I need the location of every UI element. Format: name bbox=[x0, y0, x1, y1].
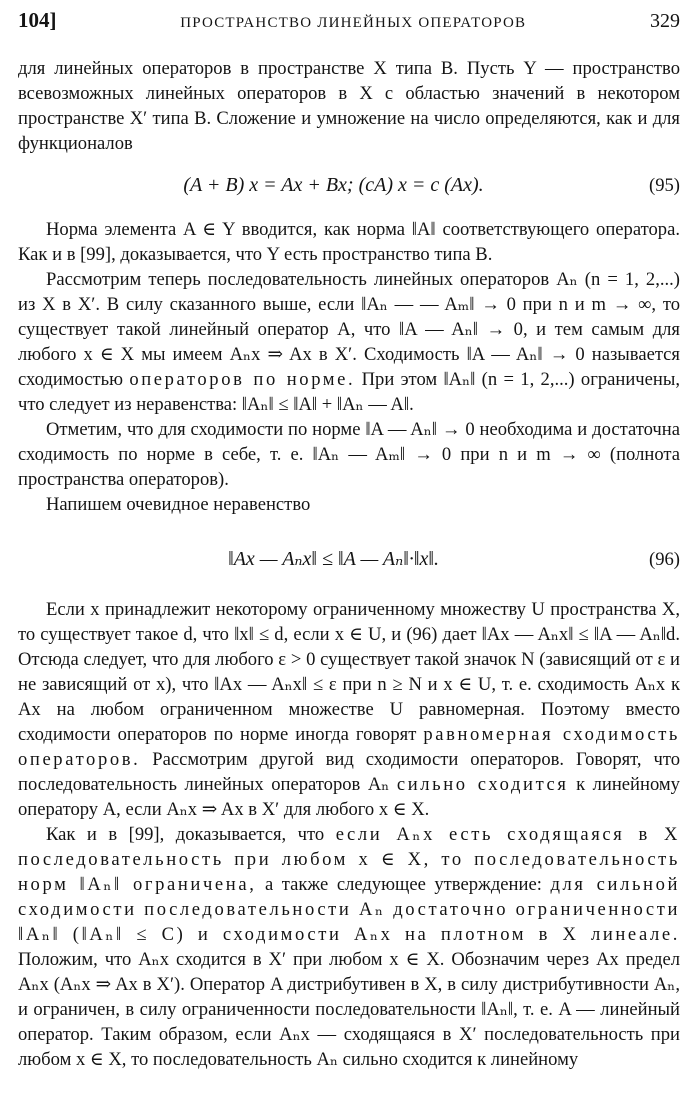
paragraph-6-middle: Рассмотрим другой вид сходимости операторов. Говорят, что последовательность линейных операторов Aₙ bbox=[18, 749, 680, 795]
equation-96-number: (96) bbox=[649, 548, 680, 570]
paragraph-6 bbox=[18, 597, 680, 822]
paragraph-6-text: Если x принадлежит некоторому ограниченному множеству U пространства X, то существует такое d, что ‖x‖ ≤ d, если x ∈ U, и (96) дает ‖Ax — Aₙx‖ ≤ ‖A — Aₙ‖d. Отсюда следует, что для любого ε > 0 существует такой значок N (зависящий от ε и не зависящий от x), что ‖Ax — Aₙx‖ ≤ ε при n ≥ N и x ∈ U, т. е. сходимость Aₙx к Ax на любом ограниченном множестве U равномерная. Поэтому вместо сходимости операторов по норме иногда говорят bbox=[18, 599, 680, 745]
paragraph-1: для линейных операторов в пространстве X типа B. Пусть Y — пространство всевозможных линейных операторов в X с областью значений в некотором пространстве X′ типа B. Сложение и умножение на число определяются, как и для функционалов bbox=[18, 58, 680, 154]
paragraph-4: Отметим, что для сходимости по норме ‖A — Aₙ‖ → 0 необходима и достаточна сходимость по норме в себе, т. е. ‖Aₙ — Aₘ‖ → 0 при n и m → ∞ (полнота пространства операторов). bbox=[18, 419, 680, 490]
term-uniform-convergence: равномерная сходимость операторов. bbox=[18, 724, 681, 770]
paragraph-2: Норма элемента A ∈ Y вводится, как норма ‖A‖ соответствующего оператора. Как и в [99], доказывается, что Y есть пространство типа B. bbox=[18, 219, 680, 265]
equation-95-number: (95) bbox=[649, 174, 680, 196]
section-number: 104] bbox=[18, 8, 57, 32]
paragraph-3-tail: При этом ‖Aₙ‖ (n = 1, 2,...) ограничены, что следует из неравенства: ‖Aₙ‖ ≤ ‖A‖ + ‖Aₙ — A‖. bbox=[18, 369, 680, 415]
theorem-strong-convergence-criterion: для сильной сходимости последовательности Aₙ достаточно ограниченности ‖Aₙ‖ (‖Aₙ‖ ≤ C) и сходимости Aₙx на плотном в X линеале. bbox=[18, 874, 681, 945]
paragraph-7-tail: Положим, что Aₙx сходится в X′ при любом x ∈ X. Обозначим через Ax предел Aₙx (Aₙx ⇒ Ax в X′). Оператор A дистрибутивен в X, в силу дистрибутивности Aₙ, и ограничен, в силу ограниченности последовательности ‖Aₙ‖, т. е. A — линейный оператор. Таким образом, если Aₙx — сходящаяся в X′ последовательность при любом x ∈ X, то последовательность Aₙ сильно сходится к линейному bbox=[18, 949, 680, 1070]
equation-96-expression: ‖Ax — Aₙx‖ ≤ ‖A — Aₙ‖·‖x‖. bbox=[228, 547, 439, 570]
paragraph-7-connector: а также следующее утверждение: bbox=[265, 874, 542, 895]
running-title: ПРОСТРАНСТВО ЛИНЕЙНЫХ ОПЕРАТОРОВ bbox=[180, 15, 527, 31]
theorem-bounded-norms: если Aₙx есть сходящаяся в X последовательность при любом x ∈ X, то последовательность норм ‖Aₙ‖ ограничена, bbox=[18, 824, 681, 895]
paragraph-3-text: Рассмотрим теперь последовательность линейных операторов Aₙ (n = 1, 2,...) из X в X′. В силу сказанного выше, если ‖Aₙ — — Aₘ‖ → 0 при n и m → ∞, то существует такой линейный оператор A, что ‖A — Aₙ‖ → 0, и тем самым для любого x ∈ X мы имеем Aₙx ⇒ Ax в X′. Сходимость ‖A — Aₙ‖ → 0 называется сходимостью bbox=[18, 269, 680, 390]
paragraph-5: Напишем очевидное неравенство bbox=[46, 494, 311, 515]
term-norm-convergence: операторов по норме. bbox=[129, 369, 356, 390]
paragraph-7 bbox=[18, 822, 680, 1072]
page-number: 329 bbox=[649, 10, 680, 32]
paragraph-7-lead: Как и в [99], доказывается, что bbox=[46, 824, 325, 845]
term-strong-convergence: сильно сходится bbox=[396, 774, 569, 795]
equation-95 bbox=[18, 165, 680, 205]
paragraph-6-tail: к линейному оператору A, если Aₙx ⇒ Ax в X′ для любого x ∈ X. bbox=[18, 774, 680, 820]
equation-95-expression: (A + B) x = Ax + Bx; (cA) x = c (Ax). bbox=[183, 173, 484, 196]
equation-96 bbox=[18, 539, 680, 579]
paragraph-3 bbox=[18, 267, 680, 417]
running-header bbox=[18, 8, 680, 36]
